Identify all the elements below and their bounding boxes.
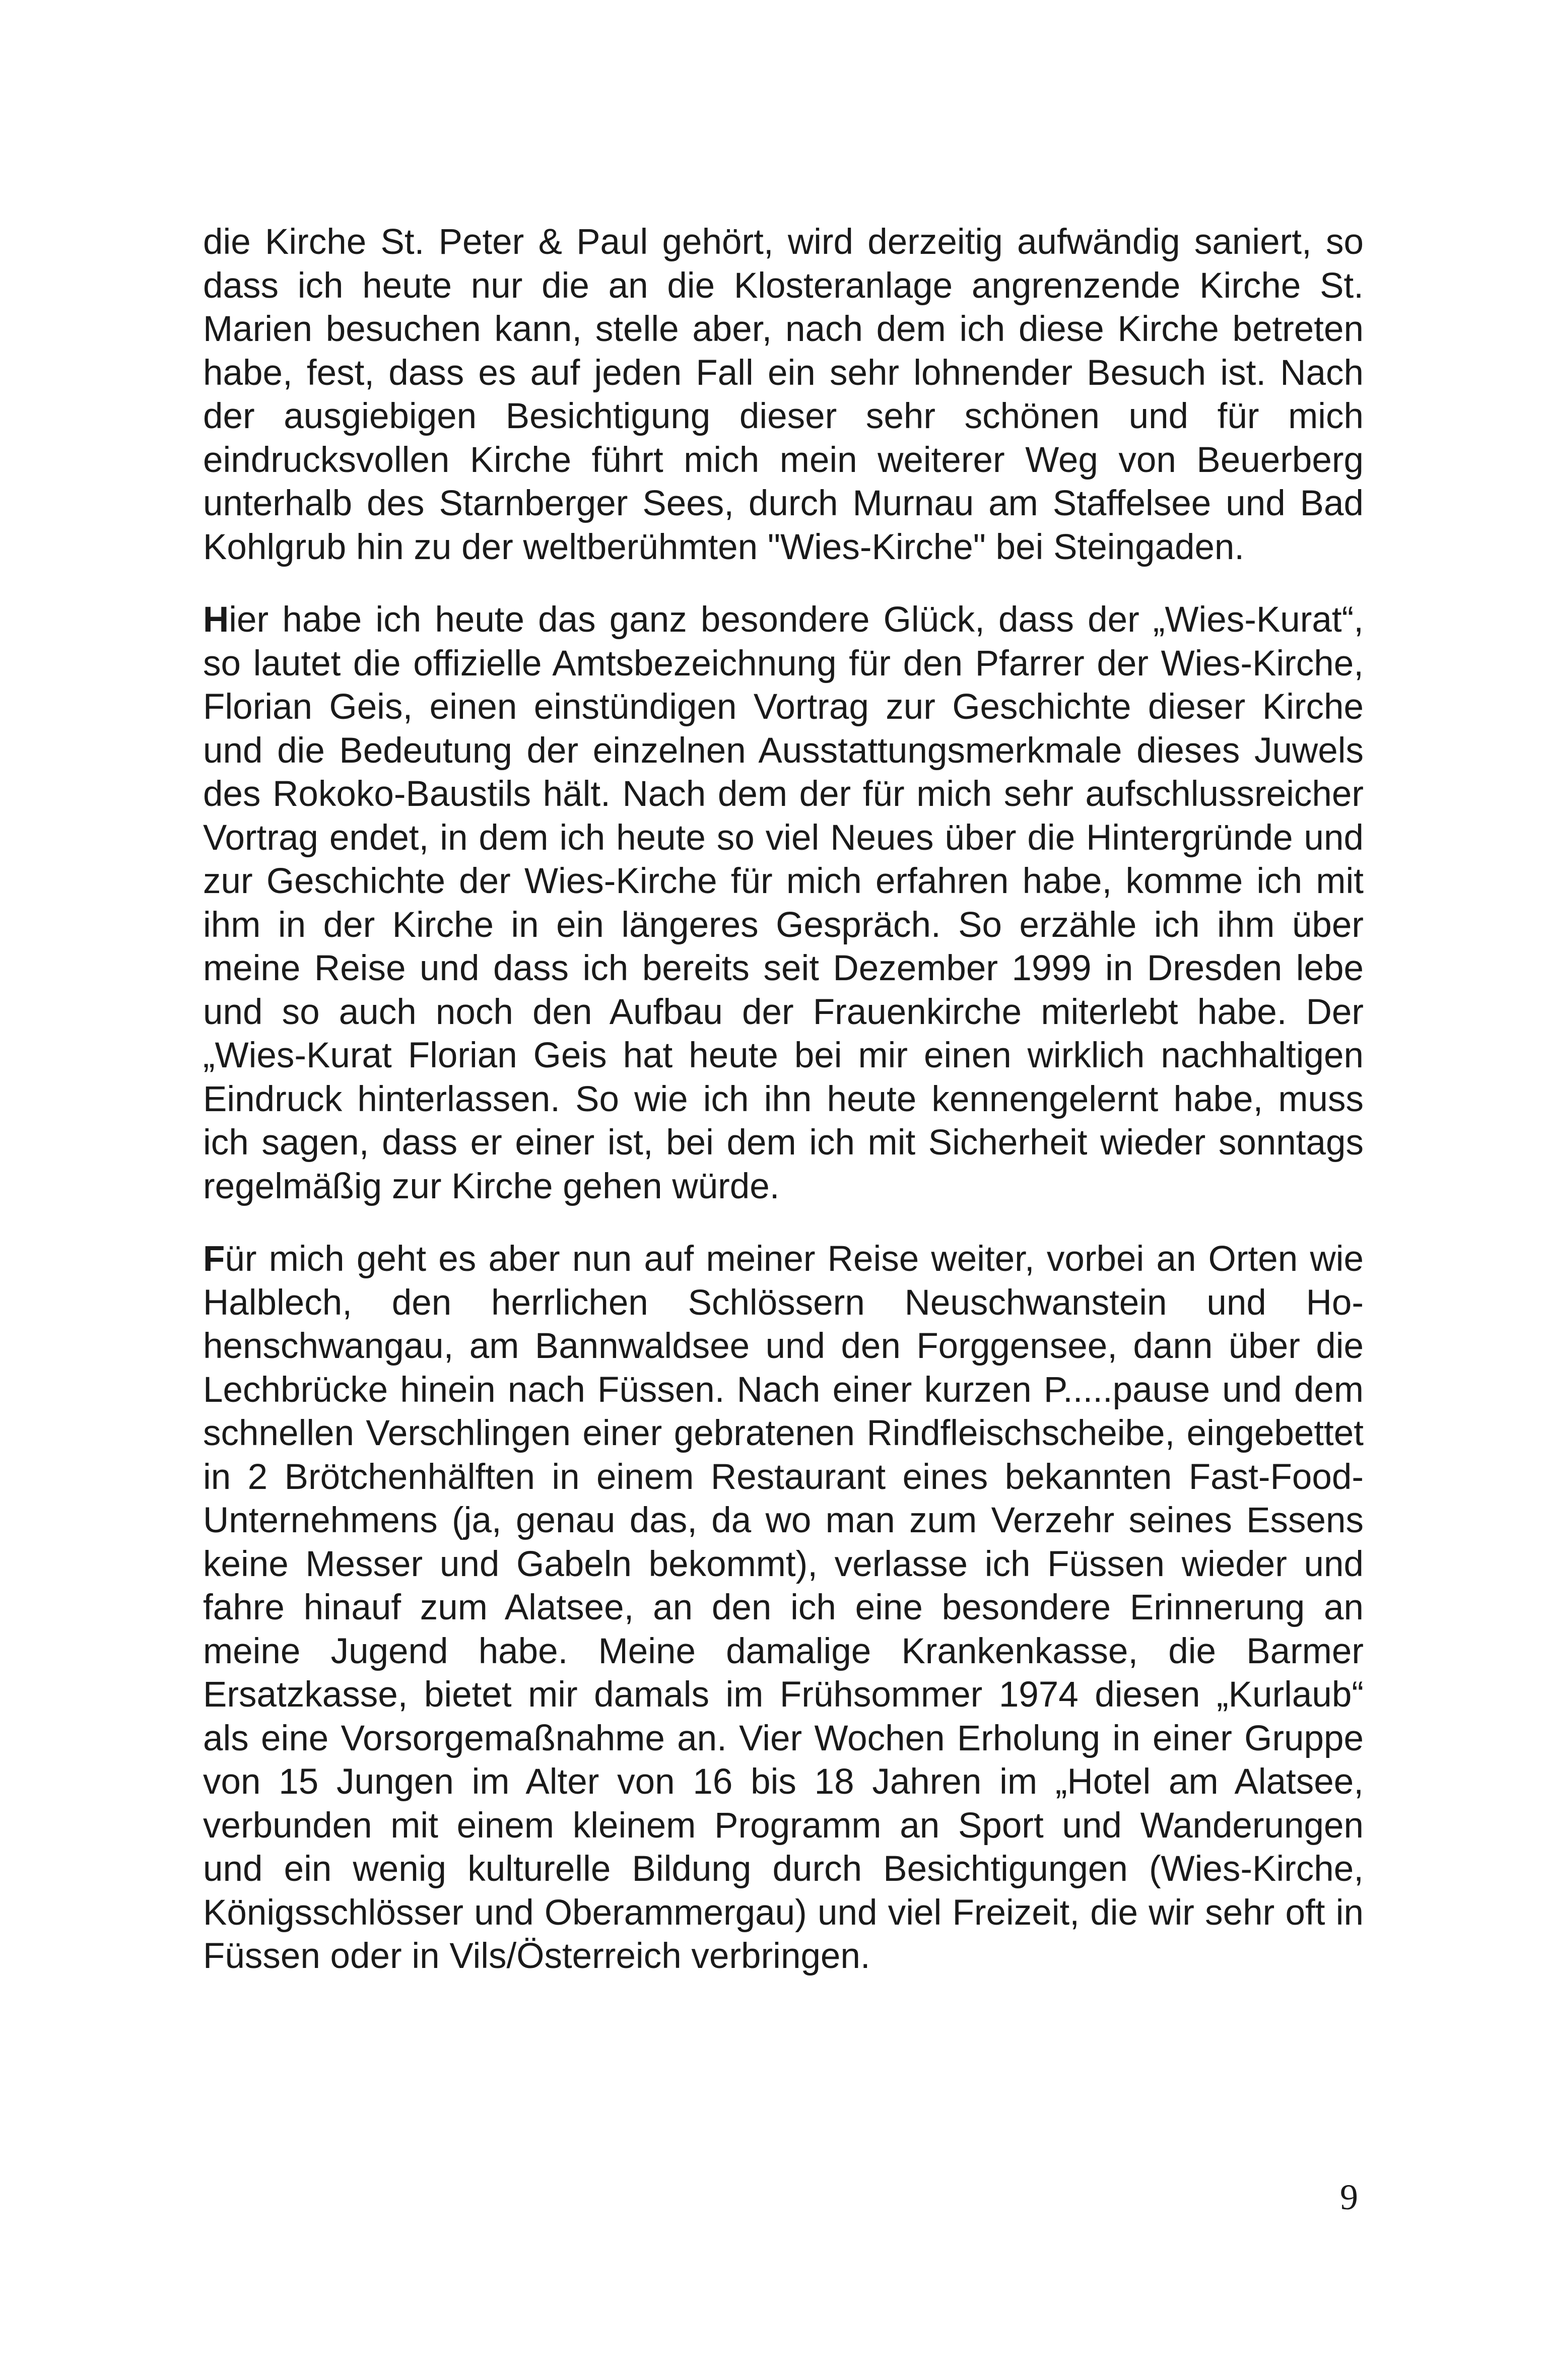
paragraph-3: [203, 1238, 1364, 1979]
paragraph-1: [203, 221, 1364, 569]
page-number: 9: [1340, 2177, 1358, 2217]
paragraph-2-text: ier habe ich heute das ganz besondere Glück, dass der „Wies-Kurat“, so lautet die offizielle Amtsbezeichnung für den Pfarrer der Wies-Kirche, Florian Geis, einen einstündigen Vortrag zur Geschichte dieser Kirche und die Bedeutung der einzelnen Ausstattungsmerkmale dieses Juwels des Rokoko-Baustils hält. Nach dem der für mich sehr aufschlussreicher Vortrag endet, in dem ich heute so viel Neues über die Hintergründe und zur Geschichte der Wies-Kirche für mich erfahren habe, komme ich mit ihm in der Kirche in ein längeres Gespräch. So erzähle ich ihm über meine Reise und dass ich bereits seit Dezember 1999 in Dresden lebe und so auch noch den Aufbau der Frauenkirche miterlebt habe. Der „Wies-Kurat Florian Geis hat heute bei mir einen wirklich nachhaltigen Eindruck hinterlassen. So wie ich ihn heute kennengelernt habe, muss ich sagen, dass er einer ist, bei dem ich mit Sicherheit wieder sonntags regelmäßig zur Kirche gehen würde.: [203, 600, 1364, 1206]
paragraph-1-text: die Kirche St. Peter & Paul gehört, wird derzeitig aufwändig saniert, so dass ich heute nur die an die Klosteranlage angrenzende Kirche St. Marien besuchen kann, stelle aber, nach dem ich diese Kirche betreten habe, fest, dass es auf jeden Fall ein sehr lohnender Besuch ist. Nach der ausgiebigen Besichtigung dieser sehr schönen und für mich eindrucksvollen Kirche führt mich mein weiterer Weg von Beuerberg unterhalb des Starnberger Sees, durch Murnau am Staffelsee und Bad Kohlgrub hin zu der weltberühmten "Wies-Kirche" bei Steingaden.: [203, 222, 1364, 567]
paragraph-3-initial: F: [203, 1239, 225, 1279]
paragraph-3-text: ür mich geht es aber nun auf meiner Reise weiter, vorbei an Orten wie Halblech, den herrlichen Schlössern Neuschwanstein und Hohenschwangau, am Bannwaldsee und den Forggensee, dann über die Lechbrücke hinein nach Füssen. Nach einer kurzen P.....pause und dem schnellen Verschlingen einer gebratenen Rindfleischscheibe, eingebettet in 2 Brötchenhälften in einem Restaurant eines bekannten Fast-Food-Unternehmens (ja, genau das, da wo man zum Verzehr seines Essens keine Messer und Gabeln bekommt), verlasse ich Füssen wieder und fahre hinauf zum Alatsee, an den ich eine besondere Erinnerung an meine Jugend habe. Meine damalige Krankenkasse, die Barmer Ersatzkasse, bietet mir damals im Frühsommer 1974 diesen „Kurlaub“ als eine Vorsorgemaßnahme an. Vier Wochen Erholung in einer Gruppe von 15 Jungen im Alter von 16 bis 18 Jahren im „Hotel am Alatsee, verbunden mit einem kleinem Programm an Sport und Wanderungen und ein wenig kulturelle Bildung durch Besichtigungen (Wies-Kirche, Königsschlösser und Oberammergau) und viel Freizeit, die wir sehr oft in Füssen oder in Vils/Österreich verbringen.: [203, 1239, 1364, 1976]
paragraph-2: [203, 598, 1364, 1208]
body-text: [203, 221, 1364, 1979]
paragraph-2-initial: H: [203, 600, 229, 640]
